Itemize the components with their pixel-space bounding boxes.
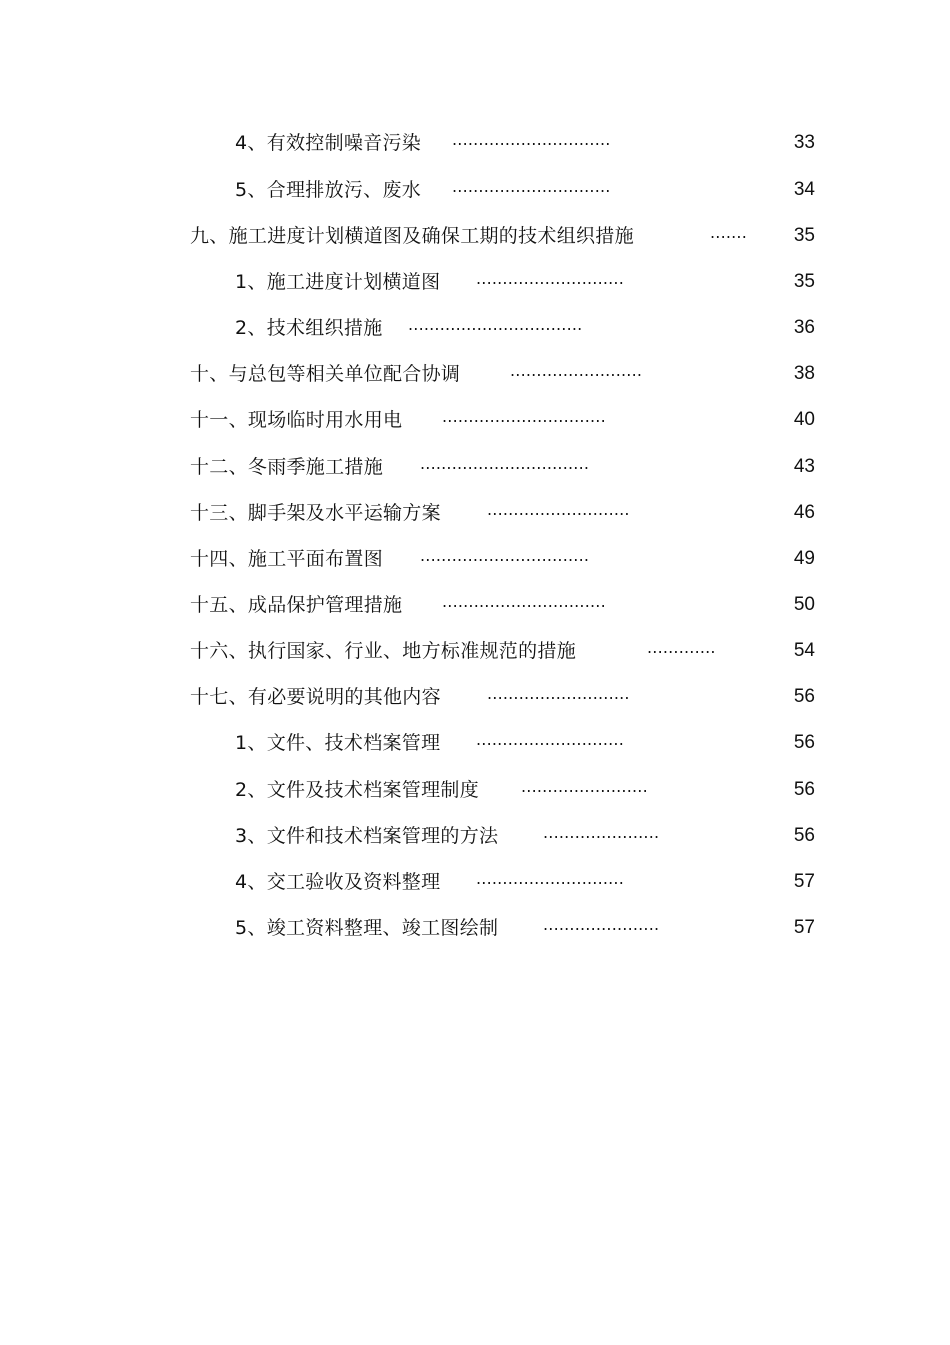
- toc-entry-title: 2、技术组织措施: [235, 317, 383, 339]
- toc-page-number: 34: [793, 179, 815, 200]
- toc-entry-title: 十七、有必要说明的其他内容: [190, 686, 441, 708]
- toc-entry-title: 3、文件和技术档案管理的方法: [235, 825, 499, 847]
- toc-leader-dots: ..............................: [452, 177, 611, 196]
- toc-entry: [0, 636, 950, 666]
- toc-leader-dots: .........................: [510, 361, 643, 380]
- toc-entry-title: 1、施工进度计划横道图: [235, 271, 441, 293]
- toc-entry: [0, 452, 950, 482]
- toc-entry-title: 十六、执行国家、行业、地方标准规范的措施: [190, 640, 577, 662]
- toc-entry: [0, 313, 950, 343]
- toc-entry: [0, 590, 950, 620]
- toc-entry-title: 4、交工验收及资料整理: [235, 871, 441, 893]
- toc-entry-title: 1、文件、技术档案管理: [235, 732, 441, 754]
- toc-page-number: 57: [793, 871, 815, 892]
- toc-entry: [0, 821, 950, 851]
- toc-page-number: 54: [793, 640, 815, 661]
- toc-entry-title: 4、有效控制噪音污染: [235, 132, 422, 154]
- toc-entry-title: 十五、成品保护管理措施: [190, 594, 403, 616]
- toc-page-number: 33: [793, 132, 815, 153]
- toc-leader-dots: ...........................: [487, 500, 630, 519]
- toc-page-number: 56: [793, 779, 815, 800]
- toc-page-number: 46: [793, 502, 815, 523]
- toc-page-number: 50: [793, 594, 815, 615]
- toc-leader-dots: ............................: [476, 869, 625, 888]
- toc-leader-dots: ................................: [420, 546, 590, 565]
- toc-page-number: 56: [793, 686, 815, 707]
- toc-leader-dots: .................................: [408, 315, 583, 334]
- toc-page-number: 40: [793, 409, 815, 430]
- toc-entry-title: 2、文件及技术档案管理制度: [235, 779, 479, 801]
- toc-page-number: 36: [793, 317, 815, 338]
- toc-leader-dots: ............................: [476, 269, 625, 288]
- toc-entry: [0, 682, 950, 712]
- toc-leader-dots: ...........................: [487, 684, 630, 703]
- toc-page-number: 43: [793, 456, 815, 477]
- toc-entry: [0, 867, 950, 897]
- toc-page-number: 35: [793, 225, 815, 246]
- toc-entry: [0, 221, 950, 251]
- toc-entry-title: 九、施工进度计划横道图及确保工期的技术组织措施: [190, 225, 634, 247]
- toc-entry: [0, 175, 950, 205]
- toc-entry-title: 十、与总包等相关单位配合协调: [190, 363, 461, 385]
- toc-leader-dots: .......: [710, 223, 748, 242]
- toc-entry-title: 十四、施工平面布置图: [190, 548, 384, 570]
- toc-entry-title: 十一、现场临时用水用电: [190, 409, 403, 431]
- toc-page-number: 57: [793, 917, 815, 938]
- toc-entry-title: 5、竣工资料整理、竣工图绘制: [235, 917, 499, 939]
- toc-entry: [0, 128, 950, 158]
- toc-leader-dots: ......................: [543, 823, 660, 842]
- toc-entry: [0, 775, 950, 805]
- toc-page-number: 38: [793, 363, 815, 384]
- toc-entry-title: 5、合理排放污、废水: [235, 179, 422, 201]
- toc-entry: [0, 498, 950, 528]
- toc-entry-title: 十二、冬雨季施工措施: [190, 456, 384, 478]
- toc-leader-dots: ..............................: [452, 130, 611, 149]
- toc-entry-title: 十三、脚手架及水平运输方案: [190, 502, 441, 524]
- toc-leader-dots: ............................: [476, 730, 625, 749]
- toc-entry: [0, 267, 950, 297]
- toc-leader-dots: ...............................: [442, 592, 606, 611]
- toc-leader-dots: ................................: [420, 454, 590, 473]
- toc-leader-dots: .............: [647, 638, 716, 657]
- toc-page-number: 56: [793, 825, 815, 846]
- toc-page-number: 35: [793, 271, 815, 292]
- toc-entry: [0, 544, 950, 574]
- toc-leader-dots: ...............................: [442, 407, 606, 426]
- toc-entry: [0, 913, 950, 943]
- toc-entry: [0, 359, 950, 389]
- toc-leader-dots: ......................: [543, 915, 660, 934]
- toc-entry: [0, 405, 950, 435]
- toc-entry: [0, 728, 950, 758]
- toc-page-number: 49: [793, 548, 815, 569]
- toc-page-number: 56: [793, 732, 815, 753]
- toc-leader-dots: ........................: [521, 777, 648, 796]
